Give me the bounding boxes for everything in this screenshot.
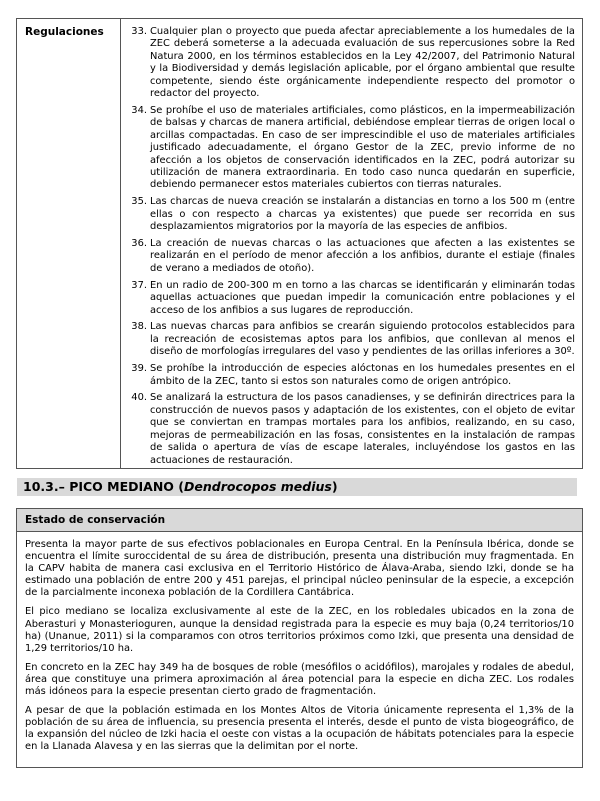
regulation-text: Se prohíbe el uso de materiales artificiales, como plásticos, en la impermeabilización de balsas y charcas de manera artificial, debiéndose emplear tierras de origen local o arcillas compactadas. En caso de ser imprescindible el uso de materiales artificiales justificado adecuadamente, el órgano Gestor de la ZEC, previo informe de no afección a los objetos de conservación identificados en la ZEC, podrá autorizar su utilización de manera extraordinaria. En todo caso nunca quedarán en superficie, debiendo permanecer estos materiales cubiertos con tierras naturales. <box>150 104 575 191</box>
regulation-number: 37. <box>131 279 147 291</box>
conservation-status-box <box>16 508 583 768</box>
status-paragraph: Presenta la mayor parte de sus efectivos poblacionales en Europa Central. En la Península Ibérica, donde se encuentra el límite suroccidental de su área de distribución, presenta una distribución muy fragmentada. En la CAPV habita de manera casi exclusiva en el Territorio Histórico de Álava-Araba, siendo Izki, donde se ha estimado una población de entre 200 y 451 parejas, el principal núcleo peninsular de la especie, a excepción de la parcialmente inconexa población de la Cordillera Cantábrica. <box>25 539 574 599</box>
status-paragraph: A pesar de que la población estimada en los Montes Altos de Vitoria únicamente representa el 1,3% de la población de su área de influencia, su presencia presenta el interés, desde el punto de vista biogeográfico, de la expansión del núcleo de Izki hacia el oeste con vistas a la ocupación de hábitats potenciales para la especie en la Llanada Alavesa y en las sierras que la delimitan por el norte. <box>25 705 574 753</box>
regulation-number: 38. <box>131 321 147 333</box>
regulation-text: Se analizará la estructura de los pasos canadienses, y se definirán directrices para la construcción de nuevos pasos y adaptación de los existentes, con el objeto de evitar que se conviertan en trampas mortales para los anfibios, realizando, en su caso, mejoras de permeabilización en las fosas, consistentes en la instalación de rampas de salida o apertura de vías de escape laterales, incluyéndose los gastos en las actuaciones de restauración. <box>150 392 575 466</box>
conservation-status-body <box>17 532 582 754</box>
regulation-text: Las charcas de nueva creación se instalarán a distancias en torno a los 500 m (entre ellas o con respecto a charcas ya existentes) que puede ser recorrida en sus desplazamientos migratorios por la mayoría de las especies de anfibios. <box>150 196 575 233</box>
section-title-suffix: ) <box>331 479 338 494</box>
regulation-number: 33. <box>131 26 147 37</box>
section-heading <box>17 478 577 496</box>
regulation-item <box>125 321 575 358</box>
regulation-text: La creación de nuevas charcas o las actuaciones que afecten a las existentes se realizarán en el período de menor afección a los anfibios, durante el estiaje (finales de verano a mediados de otoño). <box>150 238 575 274</box>
regulation-number: 40. <box>131 392 147 404</box>
regulation-number: 36. <box>131 238 147 249</box>
regulation-item <box>125 26 575 100</box>
section-title-species: Dendrocopos medius <box>184 479 332 494</box>
section-title-prefix: 10.3.– PICO MEDIANO ( <box>23 479 184 494</box>
regulation-text: Las nuevas charcas para anfibios se crearán siguiendo protocolos establecidos para la recreación de ecosistemas aptos para los anfibios, que conllevan al menos el diseño de morfologías irregulares del vaso y pendientes de las orillas inferiores a 30º. <box>150 321 575 358</box>
regulation-text: Se prohíbe la introducción de especies alóctonas en los humedales presentes en el ámbito de la ZEC, tanto si estos son naturales como de origen antrópico. <box>150 363 575 387</box>
regulation-item <box>125 363 575 388</box>
regulation-number: 35. <box>131 196 147 208</box>
regulations-table <box>16 18 583 469</box>
regulation-number: 39. <box>131 363 147 375</box>
regulation-number: 34. <box>131 104 147 116</box>
regulation-text: Cualquier plan o proyecto que pueda afectar apreciablemente a los humedales de la ZEC deberá someterse a la adecuada evaluación de sus repercusiones sobre la Red Natura 2000, en los términos establecidos en la Ley 42/2007, del Patrimonio Natural y la Biodiversidad y demás legislación aplicable, por el órgano ambiental que resulte competente, siendo éste orgánicamente independiente respecto del promotor o redactor del proyecto. <box>150 26 575 100</box>
regulation-item <box>125 105 575 192</box>
regulation-item <box>125 238 575 275</box>
regulation-item <box>125 392 575 466</box>
status-paragraph: En concreto en la ZEC hay 349 ha de bosques de roble (mesófilos o acidófilos), marojales y rodales de abedul, área que constituye una primera aproximación al área potencial para la especie en dicha ZEC. Los rodales más idóneos para la especie presentan cierto grado de fragmentación. <box>25 661 574 698</box>
regulation-text: En un radio de 200-300 m en torno a las charcas se identificarán y eliminarán todas aquellas actuaciones que puedan impedir la comunicación entre poblaciones y el acceso de los anfibios a sus lugares de reproducción. <box>150 279 575 316</box>
status-paragraph: El pico mediano se localiza exclusivamente al este de la ZEC, en los robledales ubicados en la zona de Aberasturi y Monasterioguren, aunque la densidad registrada para la especie es muy baja (0,24 territorios/10 ha) (Unanue, 2011) si la comparamos con otros territorios próximos como Izki, que presenta una densidad de 1,29 territorios/10 ha. <box>25 606 574 654</box>
regulation-item <box>125 196 575 233</box>
regulations-label: Regulaciones <box>17 19 121 468</box>
conservation-status-header: Estado de conservación <box>17 509 582 532</box>
regulations-list <box>121 19 582 468</box>
regulation-item <box>125 280 575 317</box>
